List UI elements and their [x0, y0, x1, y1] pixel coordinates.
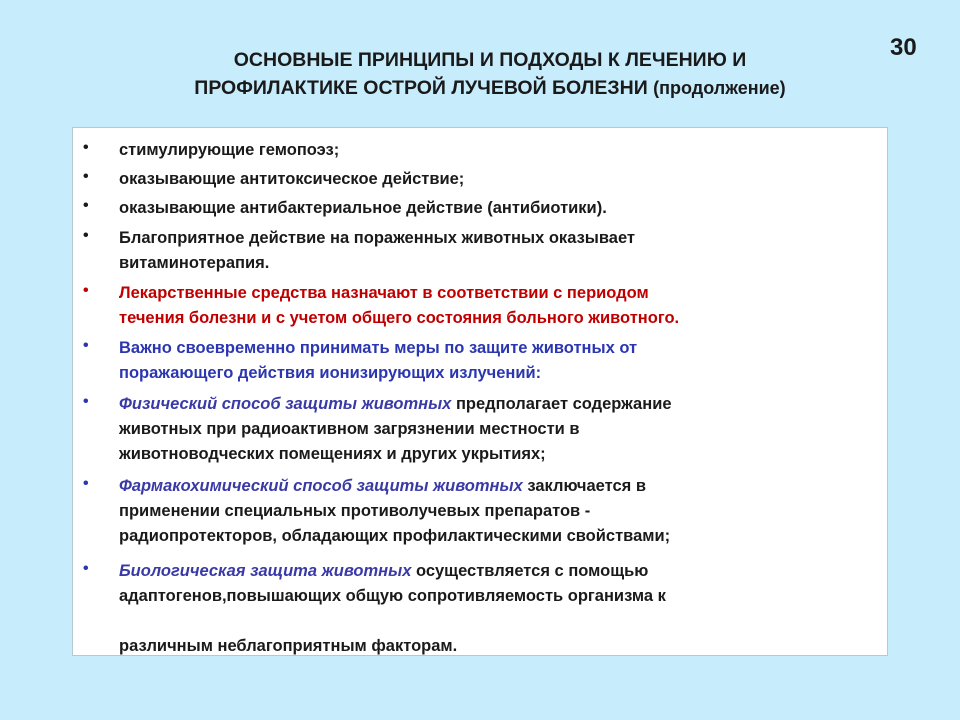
- item-emphasis: Фармакохимический способ защиты животных: [119, 477, 523, 495]
- title-line-1: ОСНОВНЫЕ ПРИНЦИПЫ И ПОДХОДЫ К ЛЕЧЕНИЮ И: [233, 49, 747, 71]
- item-line: Лекарственные средства назначают в соответствии с периодом: [119, 284, 649, 302]
- bullet-icon: •: [83, 197, 89, 214]
- item-line: [119, 392, 859, 417]
- item-line: различным неблагоприятным факторам.: [119, 637, 458, 655]
- item-line: поражающего действия ионизирующих излучений:: [119, 364, 542, 382]
- item-line: применении специальных противолучевых препаратов -: [119, 502, 591, 520]
- page-title: [60, 46, 920, 102]
- item-rest: осуществляется с помощью: [411, 562, 649, 580]
- item-emphasis: Физический способ защиты животных: [119, 395, 452, 413]
- title-main: ПРОФИЛАКТИКЕ ОСТРОЙ ЛУЧЕВОЙ БОЛЕЗНИ: [194, 77, 648, 99]
- item-line: [119, 559, 859, 584]
- slide-number: 30: [890, 34, 917, 61]
- item-line: оказывающие антибактериальное действие (антибиотики).: [119, 199, 607, 217]
- item-line: стимулирующие гемопоэз;: [119, 141, 340, 159]
- item-line: адаптогенов,повышающих общую сопротивляемость организма к: [119, 587, 666, 605]
- item-line: витаминотерапия.: [119, 254, 270, 272]
- content-box: [72, 127, 888, 656]
- item-line: [119, 609, 859, 634]
- bullet-icon: •: [83, 560, 89, 577]
- item-line: радиопротекторов, обладающих профилактическими свойствами;: [119, 527, 671, 545]
- item-line: животных при радиоактивном загрязнении местности в: [119, 420, 580, 438]
- title-line-2: [60, 74, 920, 102]
- item-rest: предполагает содержание: [451, 395, 672, 413]
- bullet-icon: •: [83, 168, 89, 185]
- bullet-icon: •: [83, 139, 89, 156]
- item-line: Благоприятное действие на пораженных животных оказывает: [119, 229, 636, 247]
- item-rest: заключается в: [522, 477, 647, 495]
- item-emphasis: Биологическая защита животных: [119, 562, 412, 580]
- item-line: оказывающие антитоксическое действие;: [119, 170, 465, 188]
- bullet-icon: •: [83, 393, 89, 410]
- bullet-icon: •: [83, 337, 89, 354]
- item-line: [119, 474, 859, 499]
- bullet-icon: •: [83, 282, 89, 299]
- title-suffix: (продолжение): [653, 78, 786, 98]
- item-line: Важно своевременно принимать меры по защите животных от: [119, 339, 638, 357]
- item-line: течения болезни и с учетом общего состояния больного животного.: [119, 309, 680, 327]
- bullet-icon: •: [83, 475, 89, 492]
- bullet-icon: •: [83, 227, 89, 244]
- item-line: животноводческих помещениях и других укрытиях;: [119, 445, 546, 463]
